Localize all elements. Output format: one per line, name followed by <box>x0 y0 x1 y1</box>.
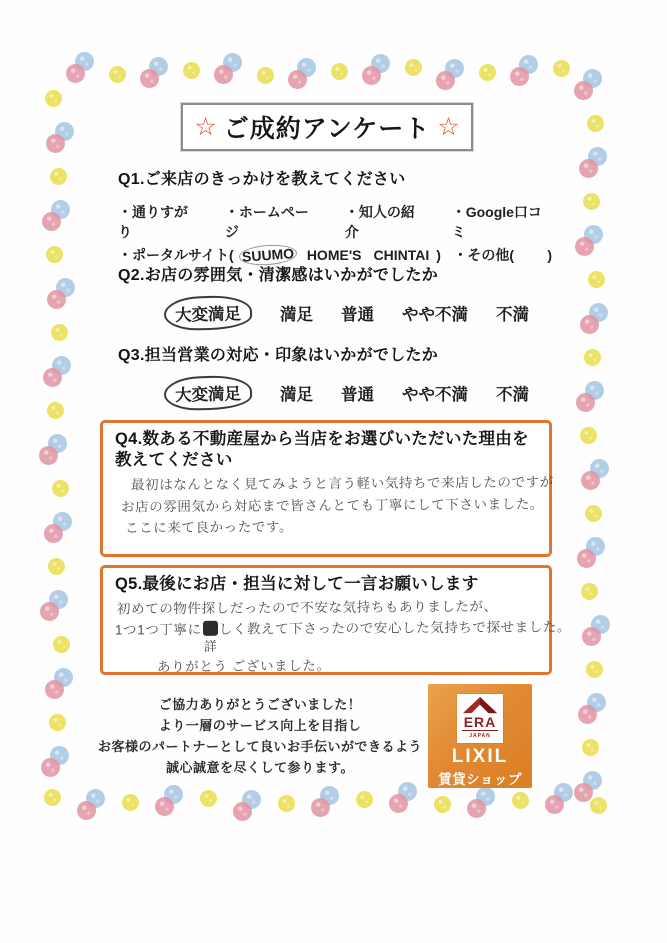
q3-label: Q3.担当営業の対応・印象はいかがでしたか <box>118 347 439 364</box>
q2-circled-answer <box>164 295 253 331</box>
q3-option-neutral: 普通 <box>341 386 374 404</box>
q2-option-satisfied: 満足 <box>280 306 313 324</box>
q1-option-homepage: ・ホームページ <box>224 204 309 240</box>
q1-option-google-review: ・Google口コミ <box>451 204 542 240</box>
era-sub-text: JAPAN <box>469 733 491 740</box>
q3-option-dissatisfied: 不満 <box>496 386 529 404</box>
era-roof-icon <box>461 697 499 715</box>
chintai-shop-label: 賃貸ショップ <box>438 772 522 787</box>
q1-portal-close-paren: ) <box>436 247 441 263</box>
q1-portal-homes: HOME'S <box>306 247 362 263</box>
question-3 <box>118 342 552 407</box>
q1-option-passing-by: ・通りすがり <box>118 204 188 240</box>
footer-line: より一層のサービス向上を目指し <box>158 718 362 733</box>
star-icon: ☆ <box>437 112 460 141</box>
question-1 <box>118 166 552 265</box>
q3-rating-options <box>164 379 552 407</box>
era-logo <box>457 694 503 743</box>
q1-option-other: ・その他( <box>453 247 515 263</box>
q1-label: Q1.ご来店のきっかけを教えてください <box>118 171 406 188</box>
question-2 <box>118 262 552 327</box>
question-5-box <box>100 565 572 675</box>
footer-line: お客様のパートナーとして良いお手伝いができるよう <box>97 739 422 754</box>
survey-title-box <box>181 103 473 151</box>
footer-line: 誠心誠意を尽くして参ります。 <box>166 760 354 775</box>
q2-option-very-satisfied: 大変満足 <box>174 305 242 325</box>
q2-label: Q2.お店の雰囲気・清潔感はいかがでしたか <box>118 267 439 284</box>
q4-label: Q4.数ある不動産屋から当店をお選びいただいた理由を教えてください <box>115 430 529 469</box>
q2-option-dissatisfied: 不満 <box>496 306 529 324</box>
q4-handwritten-line: お店の雰囲気から対応まで皆さんとても丁寧にして下さいました。 <box>120 496 545 515</box>
q2-rating-options <box>164 299 552 327</box>
footer-line: ご協力ありがとうございました！ <box>158 697 362 712</box>
q2-option-neutral: 普通 <box>341 306 374 324</box>
page-title: ご成約アンケート <box>223 115 431 143</box>
q5-label: Q5.最後にお店・担当に対して一言お願いします <box>115 575 479 593</box>
footer-thank-you-message <box>95 694 425 778</box>
lixil-wordmark: LIXIL <box>451 746 509 767</box>
q2-option-somewhat-dissatisfied: やや不満 <box>402 306 468 324</box>
q1-other-close-paren: ) <box>547 247 552 263</box>
q5-correction-character: 詳 <box>203 638 217 655</box>
q3-option-very-satisfied: 大変満足 <box>174 385 242 405</box>
q1-portal-chintai: CHINTAI <box>373 247 430 263</box>
star-icon: ☆ <box>194 112 217 141</box>
q5-handwritten-line: 1つ1つ丁寧に 詳 しく教えて下さったので安心した気持ちで探せました。 <box>115 617 539 642</box>
q4-handwritten-line: ここに来て良かったです。 <box>124 519 294 536</box>
q1-circled-answer-suumo: SUUMO <box>238 243 297 267</box>
scribbled-out-character <box>203 621 218 655</box>
q3-circled-answer <box>164 375 253 411</box>
q4-handwritten-line: 最初はなんとなく見てみようと言う軽い気持ちで来店したのですが <box>130 474 554 493</box>
question-4-box <box>100 420 552 557</box>
q1-option-referral: ・知人の紹介 <box>344 204 415 240</box>
q3-option-somewhat-dissatisfied: やや不満 <box>402 386 468 404</box>
q1-option-portal-site: ・ポータルサイト( <box>118 247 234 263</box>
era-wordmark: ERA <box>463 714 497 730</box>
lixil-shop-logo <box>428 684 532 788</box>
q5-handwritten-line: 初めての物件探しだったので不安な気持ちもありましたが、 <box>116 598 498 617</box>
q5-handwritten-line: ありがとう ございました。 <box>156 657 331 675</box>
q1-options-row1 <box>118 202 552 242</box>
q3-option-satisfied: 満足 <box>280 386 313 404</box>
